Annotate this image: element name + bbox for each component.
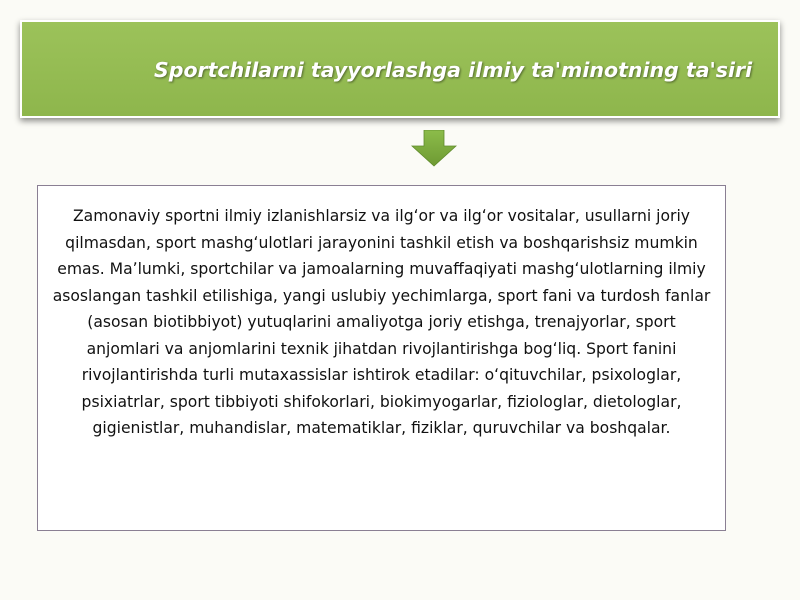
body-text: Zamonaviy sportni ilmiy izlanishlarsiz va ilgʻor va ilgʻor vositalar, usullarni joriy qilmasdan, sport mashgʻulotlari jarayonini tashkil etish va boshqarishsiz mumkin emas. Maʼlumki, sportchilar va jamoalarning muvaffaqiyati mashgʻulotlarning ilmiy asoslangan tashkil etilishiga, yangi uslubiy yechimlarga, sport fani va turdosh fanlar (asosan biotibbiyot) yutuqlarini amaliyotga joriy etishga, trenajyorlar, sport anjomlari va anjomlarini texnik jihatdan rivojlantirishga bogʻliq. Sport fanini rivojlantirishda turli mutaxassislar ishtirok etadilar: oʻqituvchilar, psixologlar, psixiatrlar, sport tibbiyoti shifokorlari, biokimyogarlar, fiziologlar, dietologlar, gigienistlar, muhandislar, matematiklar, fiziklar, quruvchilar va boshqalar.	[52, 207, 711, 437]
slide-title: Sportchilarni tayyorlashga ilmiy ta'minotning ta'siri	[154, 58, 753, 82]
down-arrow-icon	[411, 130, 457, 168]
content-box	[37, 185, 726, 531]
title-banner	[20, 20, 780, 118]
